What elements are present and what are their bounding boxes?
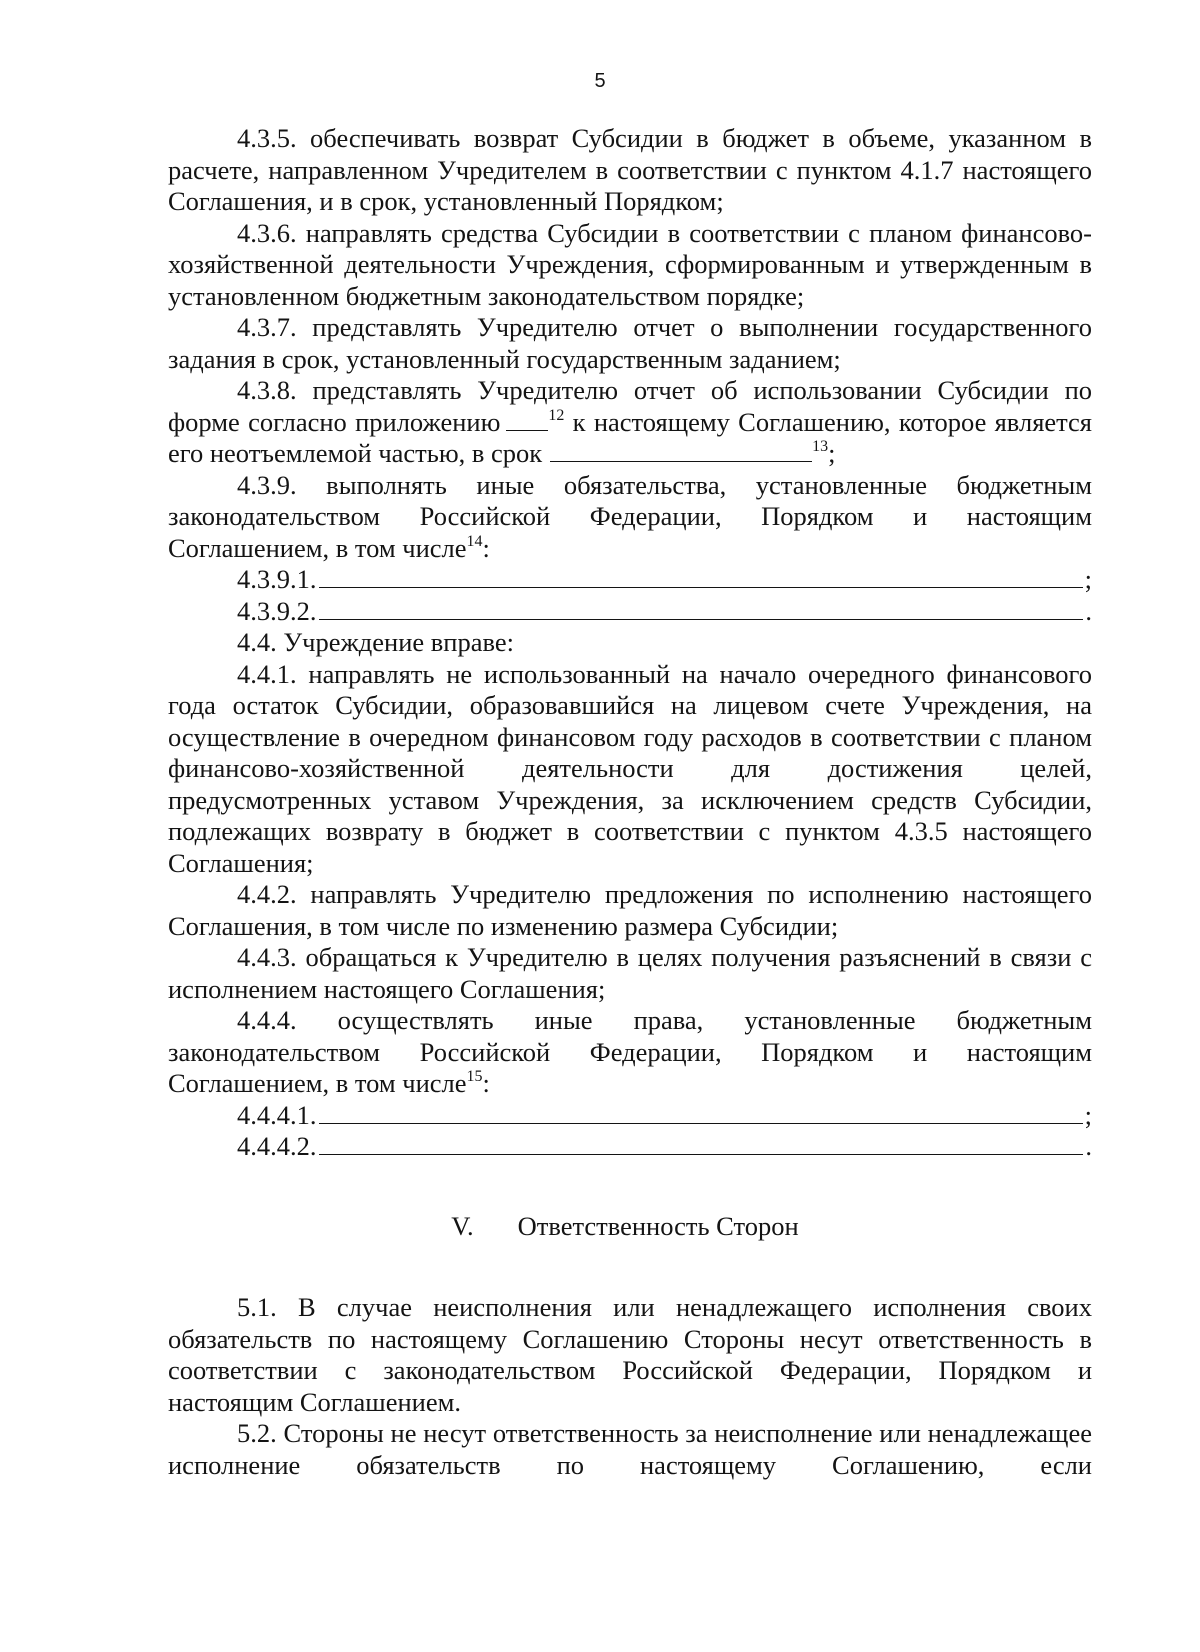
clause-4-4-4-1 xyxy=(168,1100,1092,1132)
blank-appendix-number xyxy=(506,410,548,431)
blank-line xyxy=(319,1101,1083,1124)
clause-4-3-9-1-end: ; xyxy=(1084,564,1092,594)
blank-deadline xyxy=(550,441,812,462)
clause-4-4-3: 4.4.3. обращаться к Учредителю в целях получения разъяснений в связи с исполнением настоящего Соглашения; xyxy=(168,942,1092,1004)
clause-4-3-9 xyxy=(168,470,1092,565)
clause-4-4-4 xyxy=(168,1005,1092,1100)
clause-4-3-9-text: 4.3.9. выполнять иные обязательства, установленные бюджетным законодательством Российской Федерации, Порядком и настоящим Соглашением, в том числе xyxy=(168,469,1092,563)
clause-4-4-4-2 xyxy=(168,1131,1092,1163)
clause-4-3-8 xyxy=(168,375,1092,470)
clause-5-2: 5.2. Стороны не несут ответственность за неисполнение или ненадлежащее исполнение обязательств по настоящему Соглашению, если xyxy=(168,1418,1092,1480)
clause-4-4: 4.4. Учреждение вправе: xyxy=(237,627,514,657)
clause-4-3-9-1-number: 4.3.9.1. xyxy=(237,564,317,594)
clause-4-4-4-1-number: 4.4.4.1. xyxy=(237,1099,317,1130)
clause-4-3-8-text-2: к настоящему Соглашению, которое является его неотъемлемой частью, в срок xyxy=(168,406,1092,468)
clause-4-4-4-text: 4.4.4. осуществлять иные права, установленные бюджетным законодательством Российской Федерации, Порядком и настоящим Соглашением, в том числе xyxy=(168,1005,1092,1098)
clause-4-4-1: 4.4.1. направлять не использованный на начало очередного финансового года остаток Субсидии, образовавшийся на лицевом счете Учреждения, на осуществление в очередном финансовом году расходов в соответствии с планом финансово-хозяйственной деятельности для достижения целей, предусмотренных уставом Учреждения, за исключением средств Субсидии, подлежащих возврату в бюджет в соответствии с пунктом 4.3.5 настоящего Соглашения; xyxy=(168,658,1092,878)
clause-4-4-2: 4.4.2. направлять Учредителю предложения по исполнению настоящего Соглашения, в том числе по изменению размера Субсидии; xyxy=(168,879,1092,941)
clause-4-3-8-end: ; xyxy=(828,438,836,468)
page-number: 5 xyxy=(594,70,606,92)
clause-4-3-6: 4.3.6. направлять средства Субсидии в соответствии с планом финансово-хозяйственной деятельности Учреждения, сформированным и утвержденным в установленном бюджетным законодательством порядке; xyxy=(168,217,1092,311)
clause-4-3-5: 4.3.5. обеспечивать возврат Субсидии в бюджет в объеме, указанном в расчете, направленном Учредителем в соответствии с пунктом 4.1.7 настоящего Соглашения, и в срок, установленный Порядком; xyxy=(168,123,1092,216)
clause-4-3-9-2-end: . xyxy=(1085,595,1092,626)
clause-4-3-9-1 xyxy=(168,564,1092,596)
clause-4-3-8-text-1: 4.3.8. представлять Учредителю отчет об использовании Субсидии по форме согласно приложению xyxy=(168,375,1092,437)
clause-4-3-9-2 xyxy=(168,596,1092,628)
clause-4-4-4-2-number: 4.4.4.2. xyxy=(237,1131,317,1161)
clause-4-4-4-1-end: ; xyxy=(1084,1099,1092,1130)
footnote-ref-13: 13 xyxy=(812,438,829,455)
clause-5-1: 5.1. В случае неисполнения или ненадлежащего исполнения своих обязательств по настоящему Соглашению Стороны несут ответственность в соответствии с законодательством Российской Федерации, Порядком и настоящим Соглашением. xyxy=(168,1292,1092,1417)
clause-4-3-7: 4.3.7. представлять Учредителю отчет о выполнении государственного задания в срок, установленный государственным заданием; xyxy=(168,312,1092,374)
blank-line xyxy=(319,565,1083,588)
blank-line xyxy=(319,597,1084,620)
blank-line xyxy=(319,1132,1084,1155)
clause-4-3-9-end: : xyxy=(482,532,490,563)
section-heading xyxy=(168,1211,1092,1243)
clause-4-4-4-2-end: . xyxy=(1085,1131,1092,1161)
clause-4-3-9-2-number: 4.3.9.2. xyxy=(237,595,317,626)
footnote-ref-14: 14 xyxy=(466,532,483,550)
clause-4-4-4-end: : xyxy=(482,1068,490,1098)
section-title: Ответственность Сторон xyxy=(517,1210,799,1241)
section-numeral: V. xyxy=(451,1210,474,1241)
footnote-ref-12: 12 xyxy=(548,406,565,424)
document-body xyxy=(168,123,1092,1481)
footnote-ref-15: 15 xyxy=(466,1068,483,1085)
